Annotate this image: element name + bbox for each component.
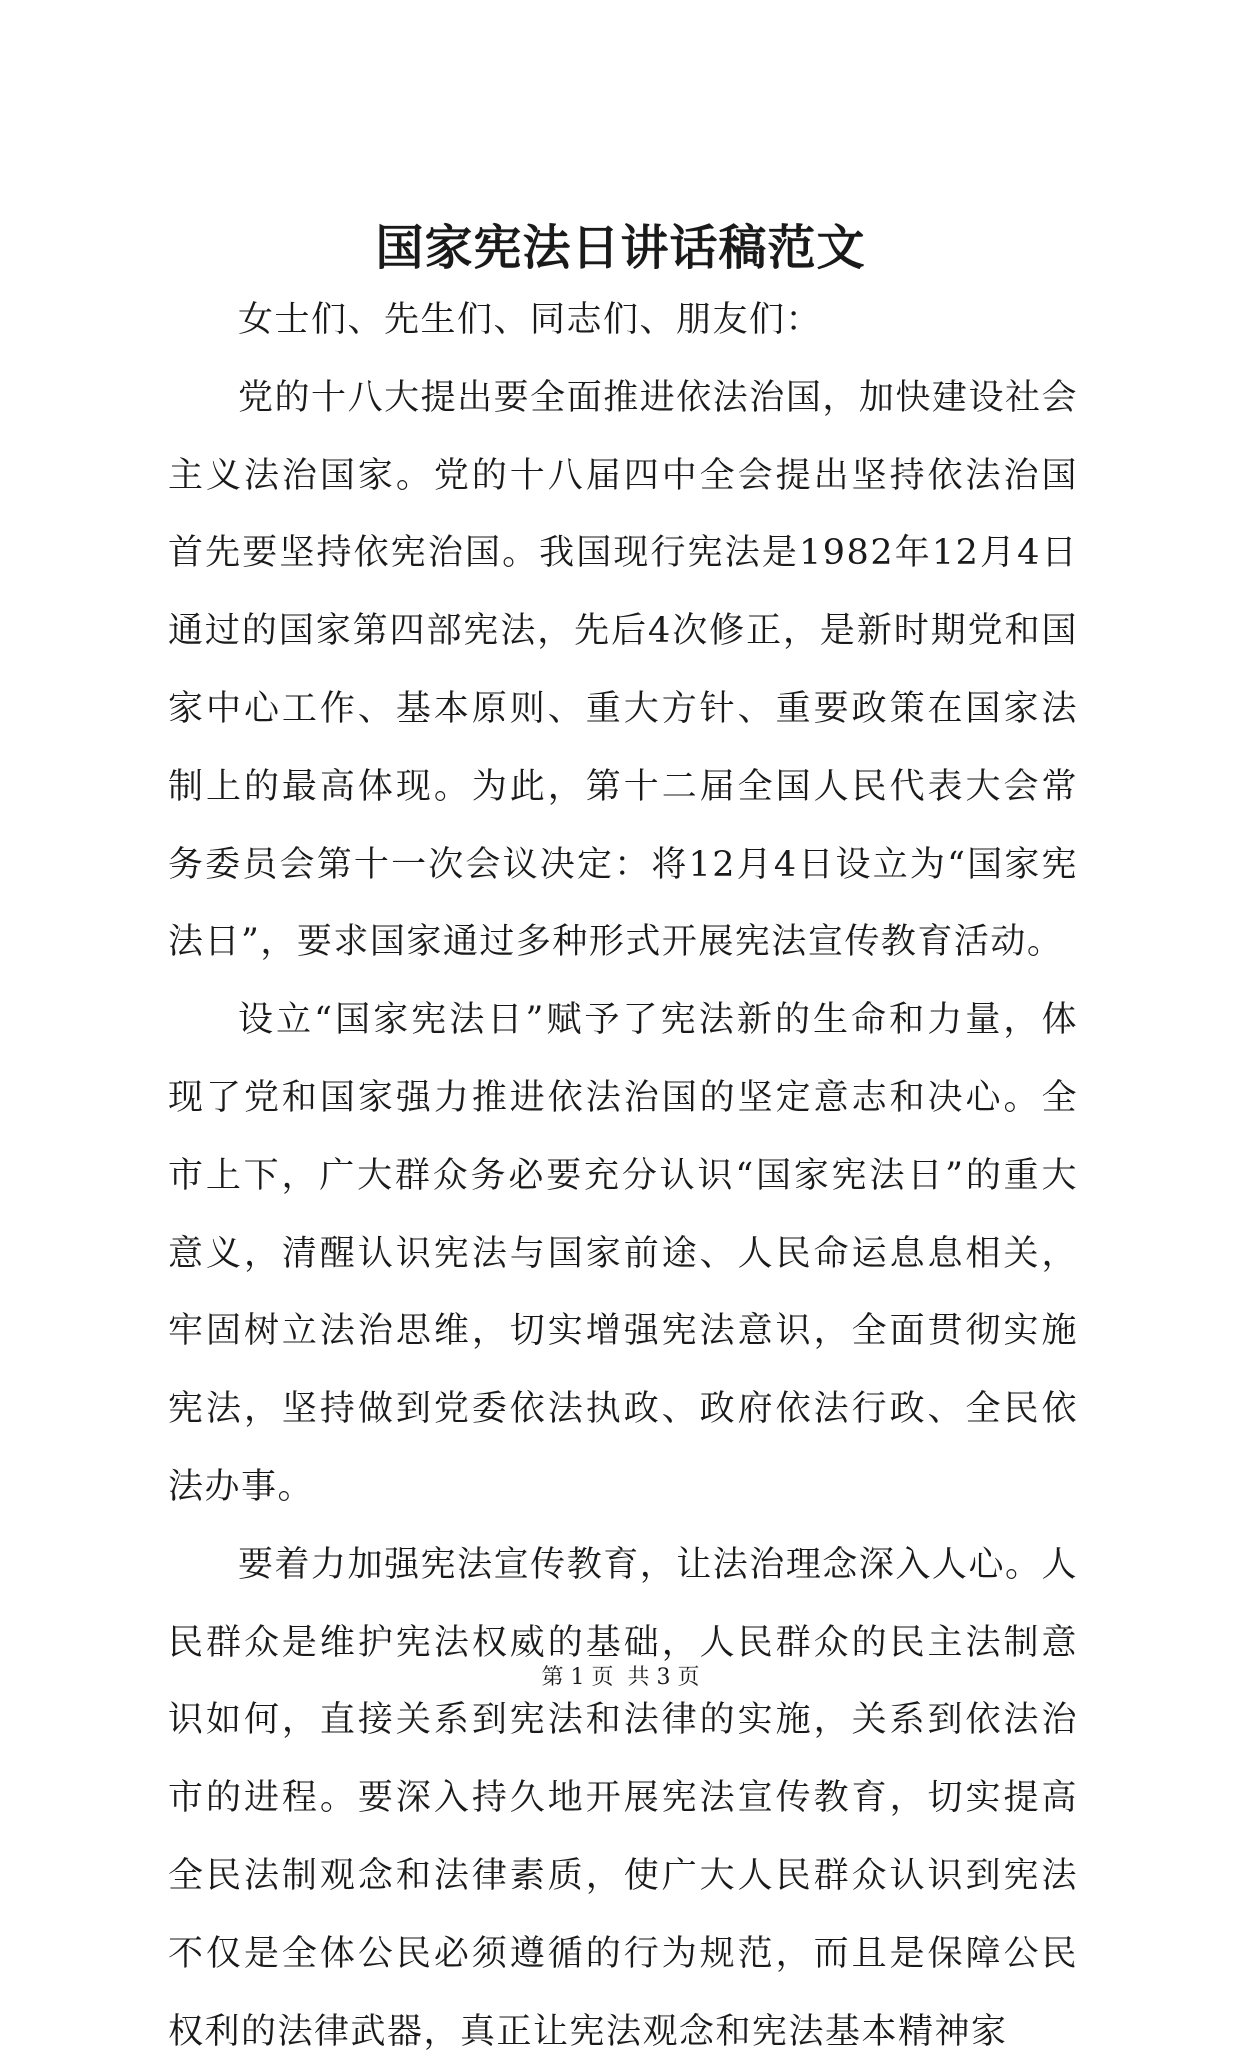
body-paragraph: 设立“国家宪法日”赋予了宪法新的生命和力量，体现了党和国家强力推进依法治国的坚定意志和决心。全市上下，广大群众务必要充分认识“国家宪法日”的重大意义，清醒认识宪法与国家前途、人民命运息息相关，牢固树立法治思维，切实增强宪法意识，全面贯彻实施宪法，坚持做到党委依法执政、政府依法行政、全民依法办事。 [168,1000,1078,1507]
document-title: 国家宪法日讲话稿范文 [375,220,866,276]
body-paragraph: 要着力加强宪法宣传教育，让法治理念深入人心。人民群众是维护宪法权威的基础，人民群众的民主法制意识如何，直接关系到宪法和法律的实施，关系到依法治市的进程。要深入持久地开展宪法宣传教育，切实提高全民法制观念和法律素质，使广大人民群众认识到宪法不仅是全体公民必须遵循的行为规范，而且是保障公民权利的法律武器，真正让宪法观念和宪法基本精神家 [168,1544,1078,2052]
salutation-paragraph: 女士们、先生们、同志们、朋友们： [238,300,823,340]
page-footer [0,1663,1241,1693]
page-number-label: 第 1 页 共 3 页 [541,1665,700,1690]
body-paragraph: 党的十八大提出要全面推进依法治国，加快建设社会主义法治国家。党的十八届四中全会提出坚持依法治国首先要坚持依宪治国。我国现行宪法是1982年12月4日通过的国家第四部宪法，先后4次修正，是新时期党和国家中心工作、基本原则、重大方针、重要政策在国家法制上的最高体现。为此，第十二届全国人民代表大会常务委员会第十一次会议决定：将12月4日设立为“国家宪法日”，要求国家通过多种形式开展宪法宣传教育活动。 [168,377,1078,963]
document-body [168,282,1078,2071]
